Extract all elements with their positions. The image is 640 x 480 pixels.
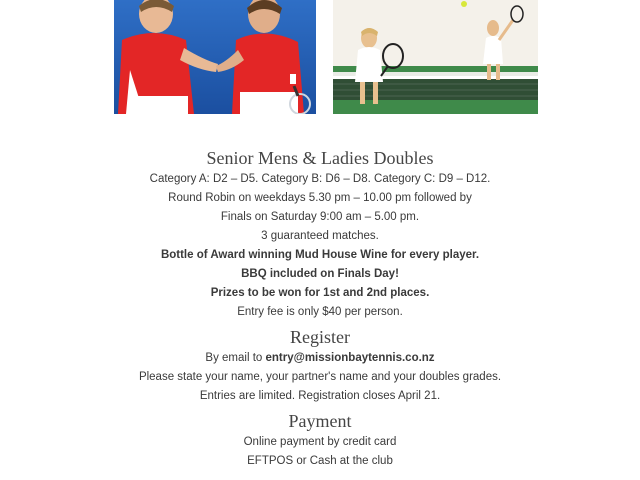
payment-heading: Payment — [288, 411, 352, 431]
event-heading: Senior Mens & Ladies Doubles — [206, 148, 434, 168]
categories-text: Category A: D2 – D5. Category B: D6 – D8. Category C: D9 – D12. — [149, 173, 491, 185]
wine-text: Bottle of Award winning Mud House Wine for every player. — [160, 249, 480, 261]
schedule-text: Round Robin on weekdays 5.30 pm – 10.00 pm followed by — [168, 192, 472, 204]
register-limits: Entries are limited. Registration closes April 21. — [199, 390, 441, 402]
tournament-info — [0, 140, 640, 471]
bbq-text: BBQ included on Finals Day! — [241, 268, 399, 280]
men-tennis-doubles-photo-icon — [114, 0, 316, 114]
entry-fee-text: Entry fee is only $40 per person. — [237, 306, 403, 318]
women-doubles-photo — [333, 0, 538, 114]
register-email-line — [0, 349, 640, 368]
register-email-link[interactable]: entry@missionbaytennis.co.nz — [265, 352, 435, 364]
matches-text: 3 guaranteed matches. — [261, 230, 379, 242]
payment-club: EFTPOS or Cash at the club — [247, 455, 393, 467]
women-tennis-doubles-photo-icon — [333, 0, 538, 114]
register-instructions: Please state your name, your partner's name and your doubles grades. — [138, 371, 502, 383]
prizes-text: Prizes to be won for 1st and 2nd places. — [210, 287, 430, 299]
register-email-prefix: By email to — [205, 352, 266, 364]
payment-online: Online payment by credit card — [243, 436, 397, 448]
register-heading: Register — [290, 327, 350, 347]
finals-text: Finals on Saturday 9:00 am – 5.00 pm. — [220, 211, 420, 223]
men-doubles-photo — [114, 0, 316, 114]
